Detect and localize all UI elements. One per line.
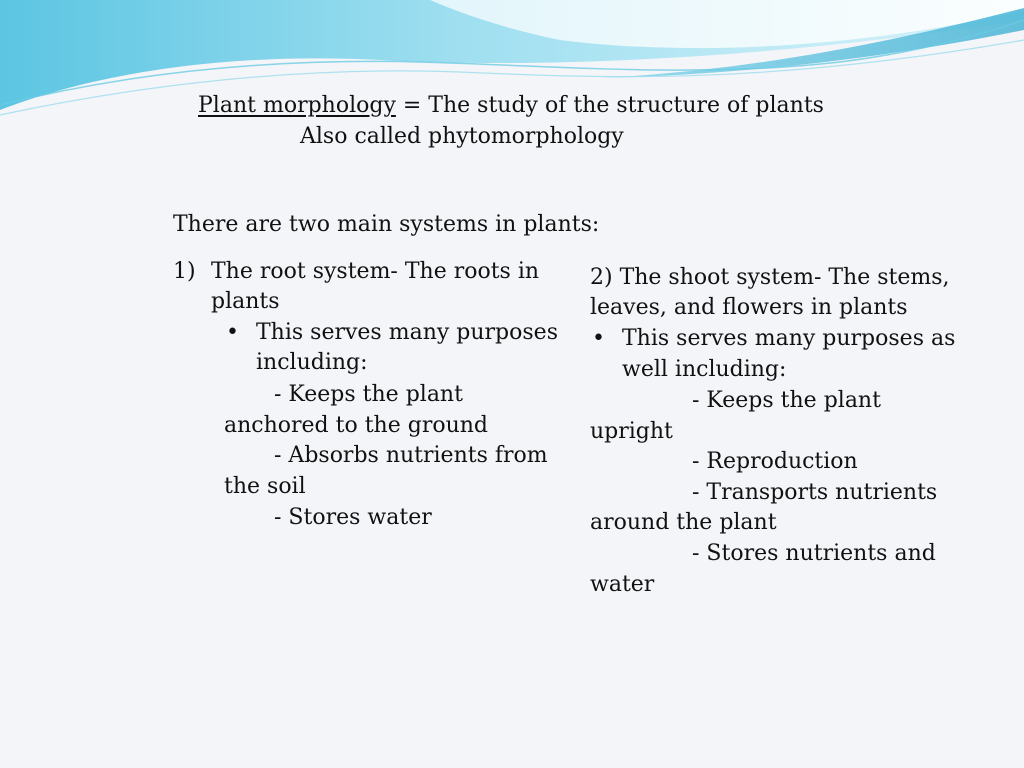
root-bullet-line2: including: — [256, 350, 368, 375]
root-number: 1) — [173, 259, 196, 284]
title-definition: = The study of the structure of plants — [395, 93, 824, 118]
shoot-item: water — [590, 572, 655, 597]
shoot-bullet-line2: well including: — [622, 357, 787, 382]
shoot-item: upright — [590, 419, 673, 444]
root-bullet-line1: This serves many purposes — [256, 320, 558, 345]
root-item: - Stores water — [274, 505, 432, 530]
root-heading-line2: plants — [211, 289, 280, 314]
root-item: anchored to the ground — [224, 413, 488, 438]
shoot-heading-line1: 2) The shoot system- The stems, — [590, 265, 950, 290]
root-item: - Keeps the plant — [274, 382, 463, 407]
shoot-bullet-icon: • — [592, 326, 605, 351]
subtitle: Also called phytomorphology — [300, 124, 624, 149]
title-term: Plant morphology — [198, 93, 396, 118]
shoot-item: - Reproduction — [692, 449, 858, 474]
root-item: the soil — [224, 474, 306, 499]
shoot-item: around the plant — [590, 510, 777, 535]
shoot-item: - Stores nutrients and — [692, 541, 936, 566]
shoot-bullet-line1: This serves many purposes as — [622, 326, 956, 351]
intro-text: There are two main systems in plants: — [173, 212, 600, 237]
shoot-item: - Keeps the plant — [692, 388, 881, 413]
root-bullet-icon: • — [226, 320, 239, 345]
root-item: - Absorbs nutrients from — [274, 443, 548, 468]
shoot-item: - Transports nutrients — [692, 480, 938, 505]
title-line — [198, 91, 824, 121]
shoot-heading-line2: leaves, and flowers in plants — [590, 295, 908, 320]
root-heading-line1: The root system- The roots in — [211, 259, 540, 284]
